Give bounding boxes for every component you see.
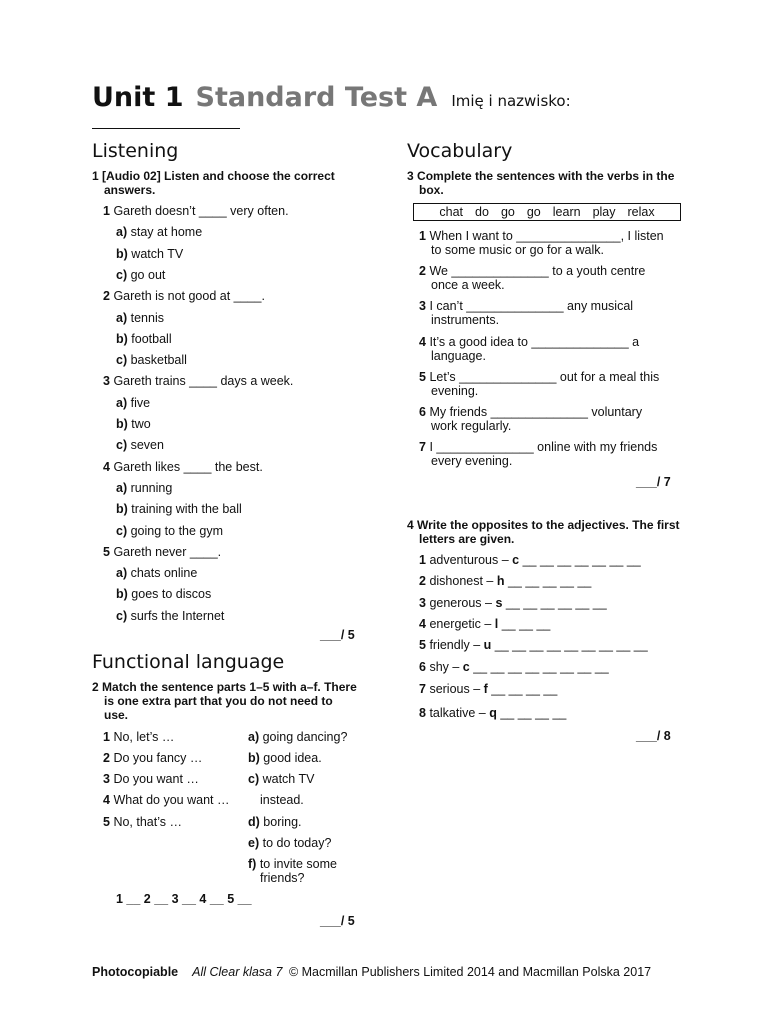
answer-option[interactable]: a) five — [116, 395, 151, 410]
answer-option[interactable]: c) going to the gym — [116, 523, 224, 538]
sentence-start: 3 Do you want … — [103, 772, 199, 786]
opposite-item[interactable]: 6 shy – c __ __ __ __ __ __ __ __ — [419, 660, 609, 674]
sentence-end: b) good idea. — [248, 751, 322, 765]
opposite-item[interactable]: 3 generous – s __ __ __ __ __ __ — [419, 596, 607, 610]
opposite-item[interactable]: 2 dishonest – h __ __ __ __ __ — [419, 574, 592, 588]
question: 1 Gareth doesn’t ____ very often. — [103, 204, 289, 218]
sentence-end: a) going dancing? — [248, 730, 348, 744]
question: 2 Gareth is not good at ____. — [103, 289, 265, 304]
opposite-item[interactable]: 8 talkative – q __ __ __ __ — [419, 706, 567, 720]
gap-sentence[interactable]: 2 We ______________ to a youth centre — [419, 264, 646, 279]
vocab-ex3-score: ___/ 7 — [636, 475, 671, 489]
answer-option[interactable]: c) go out — [116, 267, 166, 282]
sentence-start: 2 Do you fancy … — [103, 751, 203, 765]
test-title: Standard Test A — [195, 82, 438, 113]
answer-option[interactable]: a) tennis — [116, 310, 164, 325]
gap-sentence-cont: work regularly. — [431, 419, 512, 433]
box-word: go — [526, 205, 541, 219]
footer-book: All Clear klasa 7 — [192, 965, 283, 979]
opposite-item[interactable]: 1 adventurous – c __ __ __ __ __ __ __ — [419, 553, 641, 567]
footer — [92, 965, 651, 979]
functional-score: ___/ 5 — [320, 914, 355, 928]
name-label: Imię i nazwisko: — [451, 92, 571, 110]
gap-sentence-cont: language. — [431, 348, 486, 363]
sentence-end: friends? — [260, 871, 305, 885]
listening-instruction: 1 [Audio 02] Listen and choose the correct answers. — [92, 169, 335, 197]
gap-sentence-cont: every evening. — [431, 454, 513, 469]
answer-option[interactable]: a) running — [116, 480, 173, 495]
gap-sentence[interactable]: 7 I ______________ online with my friends — [419, 440, 658, 455]
opposite-item[interactable]: 4 energetic – l __ __ __ — [419, 617, 551, 631]
name-line[interactable] — [92, 128, 240, 129]
answer-option[interactable]: b) two — [116, 417, 151, 431]
answer-option[interactable]: b) watch TV — [116, 246, 184, 261]
gap-sentence-cont: instruments. — [431, 313, 500, 328]
box-word: chat — [439, 205, 464, 219]
gap-sentence[interactable]: 1 When I want to _______________, I listen — [419, 229, 664, 243]
gap-sentence[interactable]: 6 My friends ______________ voluntary — [419, 405, 643, 419]
listening-title: Listening — [92, 140, 179, 162]
footer-copyright: © Macmillan Publishers Limited 2014 and Macmillan Polska 2017 — [288, 965, 652, 979]
sentence-end: d) boring. — [248, 815, 302, 829]
gap-sentence-cont: evening. — [431, 383, 479, 398]
answer-option[interactable]: b) goes to discos — [116, 587, 212, 602]
box-word: play — [592, 205, 616, 219]
functional-title: Functional language — [92, 651, 285, 673]
sentence-start: 1 No, let’s … — [103, 730, 175, 744]
sentence-start: 4 What do you want … — [103, 793, 230, 807]
answer-option[interactable]: a) stay at home — [116, 225, 203, 240]
opposite-item[interactable]: 7 serious – f __ __ __ __ — [419, 682, 558, 696]
box-word: go — [500, 205, 515, 219]
box-word: learn — [552, 205, 581, 219]
sentence-end: c) watch TV — [248, 772, 315, 786]
vocab-ex4-instruction: 4 Write the opposites to the adjectives. The first letters are given. — [407, 518, 680, 546]
functional-instruction: 2 Match the sentence parts 1–5 with a–f. There is one extra part that you do not need to use. — [92, 680, 357, 722]
gap-sentence[interactable]: 4 It’s a good idea to ______________ a — [419, 334, 640, 349]
vocab-ex4-score: ___/ 8 — [636, 729, 671, 743]
answer-option[interactable]: a) chats online — [116, 566, 198, 581]
opposite-item[interactable]: 5 friendly – u __ __ __ __ __ __ __ __ __ — [419, 638, 648, 652]
listening-score: ___/ 5 — [320, 628, 355, 642]
vocabulary-title: Vocabulary — [407, 140, 513, 162]
question: 3 Gareth trains ____ days a week. — [103, 374, 294, 389]
answer-option[interactable]: b) football — [116, 331, 172, 346]
answer-option[interactable]: b) training with the ball — [116, 502, 242, 517]
unit-title: Unit 1 — [92, 82, 184, 113]
word-box — [413, 203, 681, 221]
box-word: relax — [627, 205, 655, 219]
footer-photocopiable: Photocopiable — [92, 965, 179, 979]
gap-sentence-cont: once a week. — [431, 278, 505, 293]
vocab-ex3-instruction: 3 Complete the sentences with the verbs in the box. — [407, 169, 675, 197]
page-header — [92, 82, 571, 113]
gap-sentence[interactable]: 5 Let’s ______________ out for a meal this — [419, 369, 660, 384]
question: 5 Gareth never ____. — [103, 544, 222, 559]
answer-option[interactable]: c) basketball — [116, 353, 187, 368]
gap-sentence[interactable]: 3 I can’t ______________ any musical — [419, 299, 634, 314]
gap-sentence-cont: to some music or go for a walk. — [431, 243, 604, 257]
answer-option[interactable]: c) surfs the Internet — [116, 608, 225, 623]
sentence-end: f) to invite some — [248, 857, 337, 871]
box-word: do — [475, 205, 489, 219]
functional-answer-line[interactable]: 1 __ 2 __ 3 __ 4 __ 5 __ — [116, 892, 252, 906]
sentence-start: 5 No, that’s … — [103, 815, 182, 829]
sentence-end: instead. — [260, 793, 304, 807]
answer-option[interactable]: c) seven — [116, 438, 164, 453]
sentence-end: e) to do today? — [248, 836, 332, 850]
question: 4 Gareth likes ____ the best. — [103, 459, 263, 474]
